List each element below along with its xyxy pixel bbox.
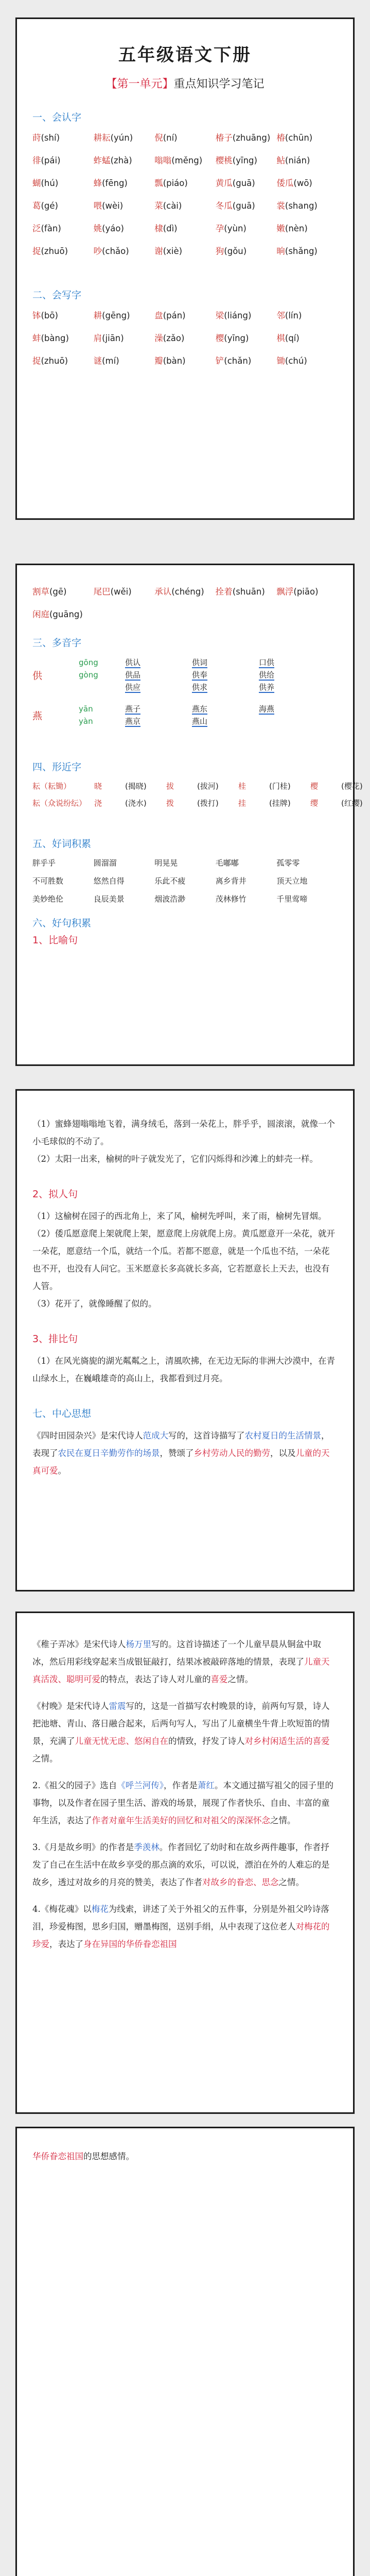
recognize-word: 莳 <box>32 133 41 143</box>
write-item <box>94 354 155 366</box>
recognize-pinyin: (guā) <box>232 201 255 211</box>
similar-char-cell: 樱 <box>310 782 319 791</box>
notes-card-3 <box>15 1089 355 1591</box>
similar-char-cell: 缨 <box>310 799 319 808</box>
recognize-pinyin: (chǎo) <box>102 246 129 256</box>
recognize-word: 瓢 <box>154 178 163 188</box>
write-item <box>94 309 155 321</box>
carryover-word: 飘浮 <box>276 587 294 597</box>
recognize-pinyin: (fàn) <box>41 224 61 233</box>
polyphone-pinyin: gōng <box>79 658 98 667</box>
recognize-item <box>32 176 94 189</box>
metaphor-sentence-1: （1）蜜蜂翅嗡嗡地飞着，满身绒毛，落到一朵花上，胖乎乎，圆滚滚，就像一个小毛球似的不动了。 <box>32 1119 335 1146</box>
idiom-item: 不可胜数 <box>32 876 64 886</box>
recognize-pinyin: (shí) <box>41 133 60 143</box>
polyphone-pinyin-list <box>79 656 125 693</box>
write-pinyin: (yīng) <box>224 333 249 343</box>
idiom-item: 胖乎乎 <box>32 858 56 868</box>
recognize-item <box>32 131 94 143</box>
write-item <box>32 354 94 366</box>
idiom-item: 孤零零 <box>276 858 300 868</box>
recognize-item <box>32 154 94 166</box>
central-idea-text-2: 2.《祖父的园子》选自《呼兰河传》，作者是萧红。本文通过描写祖父的园子里的事物，以及作者在园子里生活、游戏的场景，展现了作者快乐、自由、丰富的童年生活，表达了作者对童年生活美好的回忆和对祖父的深深怀念之情。 <box>32 1781 333 1825</box>
polyphone-example: 供品 <box>125 670 141 680</box>
polyphone-row <box>32 656 338 693</box>
similar-char-cell: (樱花) <box>341 782 363 791</box>
write-word: 锄 <box>276 356 285 366</box>
similar-char-cell: 耘（众说纷纭） <box>32 799 87 808</box>
subtitle-bracket: 【第一单元】 <box>105 78 174 91</box>
recognize-word: 倪 <box>154 133 163 143</box>
idiom-item: 千里莺啼 <box>276 894 308 904</box>
document-subtitle <box>32 75 338 91</box>
recognize-pinyin: (zhuō) <box>41 246 68 256</box>
write-word: 捉 <box>32 356 41 366</box>
polyphone-example: 供认 <box>125 658 141 667</box>
polyphone-example: 供求 <box>192 683 208 692</box>
idiom-item: 离乡背井 <box>215 876 246 886</box>
recognize-pinyin: (pái) <box>41 156 61 165</box>
section-write-heading: 二、会写字 <box>32 290 82 301</box>
recognize-word-grid <box>32 131 338 257</box>
polyphone-example: 燕子 <box>125 704 141 714</box>
idiom-item: 顶天立地 <box>276 876 308 886</box>
central-idea-text-4-cont: 华侨眷恋祖国的思想感情。 <box>32 2151 134 2161</box>
carryover-pinyin: (guāng) <box>49 609 83 619</box>
write-item <box>94 331 155 344</box>
similar-char-grid <box>32 781 363 808</box>
write-word: 邻 <box>276 311 285 320</box>
similar-char-cell: 拔 <box>166 782 174 791</box>
write-word: 肩 <box>93 333 102 343</box>
similar-char-cell: (挂牌) <box>269 799 291 808</box>
write-pinyin: (zǎo) <box>163 333 185 343</box>
recognize-pinyin: (piáo) <box>163 178 188 188</box>
recognize-word: 蝴 <box>32 178 41 188</box>
write-item <box>154 354 216 366</box>
recognize-item <box>94 176 155 189</box>
write-pinyin: (zhuō) <box>41 356 68 366</box>
similar-char-cell: (门桂) <box>269 782 291 791</box>
write-word-grid <box>32 309 338 366</box>
recognize-item <box>216 154 277 166</box>
polyphone-example: 燕东 <box>192 704 208 714</box>
carryover-item <box>32 585 94 597</box>
section-central-idea-heading: 七、中心思想 <box>32 1408 92 1419</box>
polyphone-example-col <box>125 656 192 693</box>
recognize-pinyin: (yùn) <box>224 224 246 233</box>
idiom-item: 良辰美景 <box>93 894 125 904</box>
recognize-item <box>276 244 338 257</box>
write-item <box>276 309 338 321</box>
carryover-item <box>216 585 277 597</box>
write-pinyin: (bàng) <box>41 333 69 343</box>
write-word: 耕 <box>93 311 102 320</box>
similar-char-cell: 浇 <box>94 799 102 808</box>
recognize-pinyin: (chūn) <box>285 133 313 143</box>
section-parallelism-heading: 3、排比句 <box>32 1333 78 1345</box>
idiom-item: 明晃晃 <box>154 858 178 868</box>
write-pinyin: (mí) <box>102 356 119 366</box>
write-item <box>32 309 94 321</box>
carryover-item <box>32 607 94 620</box>
recognize-word: 菜 <box>154 201 163 211</box>
similar-char-cell: 拨 <box>166 799 174 808</box>
recognize-word: 泛 <box>32 224 41 233</box>
recognize-item <box>154 244 216 257</box>
idiom-item: 乐此不疲 <box>154 876 186 886</box>
write-item <box>216 354 277 366</box>
recognize-item <box>216 222 277 234</box>
recognize-word: 谢 <box>154 246 163 256</box>
notes-card-4 <box>15 1612 355 2114</box>
parallelism-sentence-1: （1）在风光旖旎的湖光粼粼之上，清風吹拂，在无边无际的非洲大沙漠中，在青山绿水上，在巍峨雄奇的高山上，我都看到过月亮。 <box>32 1356 335 1383</box>
polyphone-example-col <box>192 656 259 693</box>
personification-sentence-1: （1）这榆树在园子的西北角上，来了风，榆树先呼叫，来了雨，榆树先冒烟。 <box>32 1211 327 1221</box>
recognize-item <box>216 131 277 143</box>
recognize-word: 裳 <box>276 201 285 211</box>
section-sentences-heading: 六、好句积累 <box>32 918 92 929</box>
recognize-item <box>32 222 94 234</box>
polyphone-example: 燕京 <box>125 717 141 726</box>
recognize-word: 椿 <box>276 133 285 143</box>
recognize-item <box>276 154 338 166</box>
recognize-pinyin: (wèi) <box>102 201 124 211</box>
recognize-item <box>276 199 338 211</box>
recognize-word: 耕耘 <box>93 133 111 143</box>
recognize-pinyin: (nián) <box>285 156 310 165</box>
write-word: 瓣 <box>154 356 163 366</box>
recognize-word: 椿子 <box>215 133 233 143</box>
carryover-word: 尾巴 <box>93 587 111 597</box>
write-word: 棋 <box>276 333 285 343</box>
recognize-pinyin: (wō) <box>293 178 312 188</box>
recognize-item <box>276 131 338 143</box>
section-metaphor-heading: 1、比喻句 <box>32 935 78 946</box>
recognize-pinyin: (cài) <box>163 201 182 211</box>
notes-card-1 <box>15 18 355 520</box>
write-pinyin: (bàn) <box>163 356 186 366</box>
write-pinyin: (bō) <box>41 311 58 320</box>
write-item <box>276 354 338 366</box>
similar-char-cell: 晓 <box>94 782 102 791</box>
polyphone-example: 供给 <box>259 670 275 680</box>
polyphone-char: 燕 <box>32 710 43 722</box>
write-item <box>32 331 94 344</box>
polyphone-example-col <box>125 703 192 727</box>
recognize-item <box>154 222 216 234</box>
recognize-word: 徘 <box>32 156 41 165</box>
recognize-word: 嫩 <box>276 224 285 233</box>
recognize-word: 捉 <box>32 246 41 256</box>
recognize-word: 狗 <box>215 246 224 256</box>
polyphone-example-col <box>259 656 326 693</box>
write-item <box>276 331 338 344</box>
recognize-pinyin: (dì) <box>163 224 178 233</box>
central-idea-poem-3: 《村晚》是宋代诗人雷震写的，这是一首描写农村晚景的诗，前两句写景，诗人把池塘、青山、落日融合起来，后两句写人，写出了儿童横坐牛背上吹短笛的情景，充满了儿童无忧无虑、悠闲自在的情致，抒发了诗人对乡村闲适生活的喜爱之情。 <box>32 1701 330 1764</box>
write-pinyin: (pán) <box>163 311 186 320</box>
section-polyphone-heading: 三、多音字 <box>32 637 82 649</box>
similar-char-cell: (拔河) <box>197 782 219 791</box>
carryover-item <box>154 585 216 597</box>
recognize-item <box>94 222 155 234</box>
recognize-pinyin: (hú) <box>41 178 59 188</box>
idiom-item: 茂林修竹 <box>215 894 246 904</box>
recognize-word: 冬瓜 <box>215 201 233 211</box>
write-word: 谜 <box>93 356 102 366</box>
recognize-pinyin: (nèn) <box>285 224 308 233</box>
recognize-pinyin: (xiè) <box>163 246 183 256</box>
polyphone-pinyin: yān <box>79 704 93 714</box>
write-word: 樱 <box>215 333 224 343</box>
recognize-word: 晌 <box>276 246 285 256</box>
polyphone-pinyin: gòng <box>79 670 98 680</box>
idiom-item: 毛嘟嘟 <box>215 858 239 868</box>
section-personification-heading: 2、拟人句 <box>32 1189 78 1200</box>
idiom-grid <box>32 857 338 904</box>
write-word: 澡 <box>154 333 163 343</box>
section-idioms-heading: 五、好词积累 <box>32 838 92 850</box>
write-pinyin: (chǎn) <box>224 356 252 366</box>
carryover-pinyin: (shuān) <box>232 587 265 597</box>
recognize-pinyin: (shang) <box>285 201 318 211</box>
recognize-pinyin: (yīng) <box>232 156 257 165</box>
recognize-item <box>32 199 94 211</box>
recognize-item <box>216 244 277 257</box>
recognize-word: 嗡嗡 <box>154 156 172 165</box>
write-item <box>216 309 277 321</box>
recognize-item <box>94 199 155 211</box>
recognize-word: 蚱蜢 <box>93 156 111 165</box>
carryover-pinyin: (gē) <box>49 587 67 597</box>
personification-sentence-2: （2）倭瓜愿意爬上架就爬上架，愿意爬上房就爬上房。黄瓜愿意开一朵花，就开一朵花，愿意结一个瓜，就结一个瓜。若都不愿意，就是一个瓜也不结，一朵花也不开，也没有人问它。玉米愿意长多高就长多高，它若愿意长上天去，也没有人管。 <box>32 1229 335 1291</box>
polyphone-example: 供养 <box>259 683 275 692</box>
recognize-pinyin: (guā) <box>232 178 255 188</box>
recognize-word: 喂 <box>93 201 102 211</box>
subtitle-rest: 重点知识学习笔记 <box>173 78 265 91</box>
recognize-item <box>94 131 155 143</box>
notes-card-5 <box>15 2127 355 2576</box>
carryover-pinyin: (piāo) <box>293 587 319 597</box>
recognize-item <box>276 176 338 189</box>
recognize-pinyin: (zhuāng) <box>232 133 271 143</box>
recognize-word: 黄瓜 <box>215 178 233 188</box>
recognize-word: 葛 <box>32 201 41 211</box>
carryover-word-grid <box>32 585 338 620</box>
recognize-pinyin: (shǎng) <box>285 246 318 256</box>
write-pinyin: (gēng) <box>102 311 130 320</box>
polyphone-example: 供应 <box>125 683 141 692</box>
recognize-pinyin: (měng) <box>171 156 203 165</box>
write-word: 梁 <box>215 311 224 320</box>
write-pinyin: (chú) <box>285 356 307 366</box>
recognize-pinyin: (yún) <box>110 133 133 143</box>
write-word: 蚌 <box>32 333 41 343</box>
recognize-item <box>94 154 155 166</box>
carryover-item <box>94 585 155 597</box>
carryover-pinyin: (wěi) <box>110 587 132 597</box>
write-pinyin: (jiān) <box>102 333 124 343</box>
write-pinyin: (liáng) <box>224 311 252 320</box>
recognize-item <box>94 244 155 257</box>
personification-sentence-3: （3）花开了，就像睡醒了似的。 <box>32 1299 157 1309</box>
recognize-item <box>276 222 338 234</box>
recognize-pinyin: (yáo) <box>102 224 124 233</box>
central-idea-poem-2: 《稚子弄冰》是宋代诗人杨万里写的。这首诗描述了一个儿童早晨从铜盆中取冰，然后用彩线穿起来当成银钲敲打，结果冰被敲碎落地的情景，表现了儿童天真活泼、聪明可爱的特点，表达了诗人对儿童的喜爱之情。 <box>32 1639 330 1684</box>
carryover-pinyin: (chéng) <box>171 587 204 597</box>
document-title: 五年级语文下册 <box>118 45 252 65</box>
polyphone-pinyin-list <box>79 703 125 727</box>
polyphone-row <box>32 703 338 727</box>
polyphone-example-col <box>192 703 259 727</box>
central-idea-poem-1: 《四时田园杂兴》是宋代诗人范成大写的，这首诗描写了农村夏日的生活情景，表现了农民在夏日辛勤劳作的场景，赞颂了乡村劳动人民的勤劳，以及儿童的天真可爱。 <box>32 1431 330 1476</box>
recognize-word: 鲇 <box>276 156 285 165</box>
recognize-item <box>154 199 216 211</box>
carryover-word: 拴着 <box>215 587 233 597</box>
recognize-pinyin: (gé) <box>41 201 58 211</box>
write-item <box>154 309 216 321</box>
recognize-item <box>154 131 216 143</box>
notes-card-2 <box>15 564 363 1066</box>
similar-char-cell: (揭晓) <box>125 782 147 791</box>
polyphone-example: 口供 <box>259 658 275 667</box>
section-recognize-heading: 一、会认字 <box>32 112 82 123</box>
recognize-item <box>32 244 94 257</box>
recognize-item <box>216 199 277 211</box>
polyphone-char: 供 <box>32 670 43 682</box>
polyphone-example: 供奉 <box>192 670 208 680</box>
write-item <box>216 331 277 344</box>
similar-char-cell: 挂 <box>238 799 246 808</box>
write-word: 铲 <box>215 356 224 366</box>
recognize-word: 姚 <box>93 224 102 233</box>
recognize-word: 蜂 <box>93 178 102 188</box>
recognize-item <box>216 176 277 189</box>
polyphone-pinyin: yàn <box>79 717 93 726</box>
polyphone-example-col <box>259 703 326 727</box>
write-pinyin: (lín) <box>285 311 302 320</box>
carryover-item <box>276 585 338 597</box>
recognize-item <box>154 154 216 166</box>
section-similar-heading: 四、形近字 <box>32 761 82 773</box>
metaphor-sentence-2: （2）太阳一出来，榆树的叶子就发光了，它们闪烁得和沙滩上的蚌壳一样。 <box>32 1154 318 1164</box>
recognize-word: 倭瓜 <box>276 178 294 188</box>
recognize-word: 吵 <box>93 246 102 256</box>
write-pinyin: (qí) <box>285 333 299 343</box>
central-idea-text-3: 3.《月是故乡明》的作者是季羡林。作者回忆了幼时和在故乡两件趣事，作者抒发了自己在生活中在故乡享受的那点滴的欢乐，可以说，漂泊在外的人难忘的是故乡，透过对故乡的月亮的赞美，表达了作者对故乡的眷恋、思念之情。 <box>32 1842 330 1887</box>
similar-char-cell: 桂 <box>238 782 246 791</box>
similar-char-cell: (拨打) <box>197 799 219 808</box>
polyphone-example: 供词 <box>192 658 208 667</box>
write-word: 盘 <box>154 311 163 320</box>
carryover-word: 承认 <box>154 587 172 597</box>
carryover-word: 闲庭 <box>32 609 49 619</box>
central-idea-text-4: 4.《梅花魂》以梅花为线索，讲述了关于外祖父的五件事，分别是外祖父吟诗落泪，珍爱梅图，思乡归国，赠墨梅图，送别手绢，从中表现了这位老人对梅花的珍爱，表达了身在异国的华侨眷恋祖国 <box>32 1904 330 1949</box>
polyphone-list <box>32 656 338 727</box>
recognize-pinyin: (ní) <box>163 133 178 143</box>
similar-char-cell: 耘（耘锄） <box>32 782 72 791</box>
similar-char-cell: (浇水) <box>125 799 147 808</box>
idiom-item: 悠然自得 <box>93 876 125 886</box>
write-item <box>154 331 216 344</box>
idiom-item: 美妙绝伦 <box>32 894 64 904</box>
recognize-pinyin: (zhà) <box>110 156 132 165</box>
idiom-item: 烟波浩渺 <box>154 894 186 904</box>
write-word: 钵 <box>32 311 41 320</box>
recognize-pinyin: (fēng) <box>102 178 128 188</box>
recognize-item <box>154 176 216 189</box>
polyphone-example: 燕山 <box>192 717 208 726</box>
similar-char-cell: (红缨) <box>341 799 363 808</box>
idiom-item: 圆溜溜 <box>93 858 117 868</box>
recognize-word: 孕 <box>215 224 224 233</box>
recognize-word: 棣 <box>154 224 163 233</box>
recognize-word: 樱桃 <box>215 156 233 165</box>
polyphone-example: 海燕 <box>259 704 275 714</box>
carryover-word: 割草 <box>32 587 49 597</box>
recognize-pinyin: (gǒu) <box>224 246 247 256</box>
